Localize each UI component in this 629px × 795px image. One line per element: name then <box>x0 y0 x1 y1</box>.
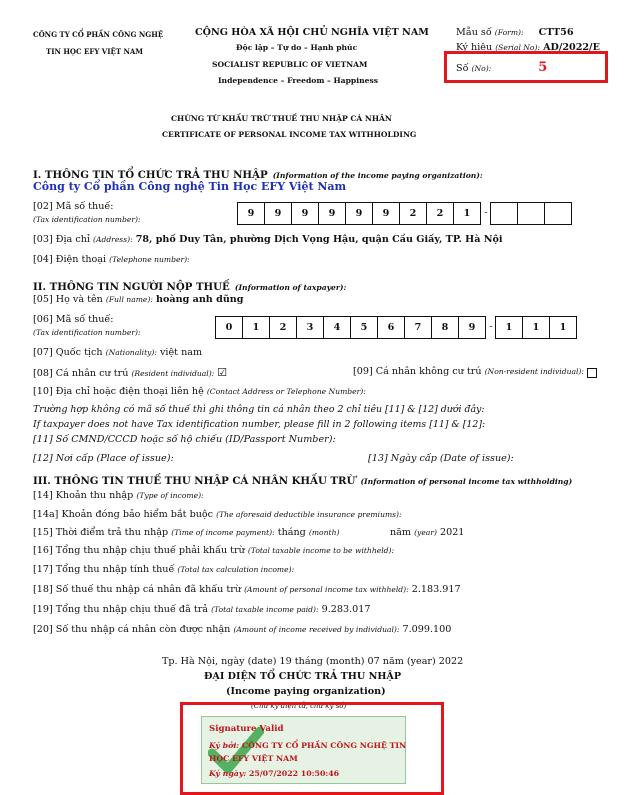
tax-suffix-digit: 1 <box>549 316 577 339</box>
nation-en: SOCIALIST REPUBLIC OF VIETNAM <box>212 60 368 69</box>
row-payment-time: [15] Thời điểm trả thu nhập (Time of income payment): tháng (month) <box>33 527 340 538</box>
tax-digit: 0 <box>215 316 243 339</box>
payment-year: năm (year) 2021 <box>390 527 465 538</box>
tax-suffix-digit <box>517 202 545 225</box>
representative-vi: ĐẠI DIỆN TỔ CHỨC TRẢ THU NHẬP <box>204 671 402 682</box>
document-number: Số (No): 5 <box>456 60 548 75</box>
nation-vi: CỘNG HÒA XÃ HỘI CHỦ NGHĨA VIỆT NAM <box>195 27 429 38</box>
section1-heading: I. THÔNG TIN TỔ CHỨC TRẢ THU NHẬP (Information of the income paying organization): <box>33 169 483 181</box>
nonresident-checkbox[interactable] <box>587 368 597 378</box>
org-tax-label: [02] Mã số thuế: <box>33 201 114 212</box>
tax-suffix-digit: 1 <box>495 316 523 339</box>
row-tax-calculation: [17] Tổng thu nhập tính thuế (Total tax calculation income): <box>33 564 295 575</box>
org-tax-label-en: (Tax identification number): <box>33 215 141 224</box>
row-tax-withheld: [18] Số thuế thu nhập cá nhân đã khấu trừ (Amount of personal income tax withheld): 2.183.917 <box>33 584 461 595</box>
signature-highlight-box <box>180 702 444 795</box>
nationality: [07] Quốc tịch (Nationality): việt nam <box>33 347 203 358</box>
org-address: [03] Địa chỉ (Address): 78, phố Duy Tân, phường Dịch Vọng Hậu, quận Cầu Giấy, TP. Hà Nội <box>33 234 503 245</box>
tax-digit: 9 <box>458 316 486 339</box>
resident-checkbox[interactable]: ☑ <box>217 366 228 379</box>
row-income-type: [14] Khoản thu nhập (Type of income): <box>33 490 204 501</box>
title-vi: CHỨNG TỪ KHẤU TRỪ THUẾ THU NHẬP CÁ NHÂN <box>171 114 392 123</box>
tax-digit: 3 <box>296 316 324 339</box>
row-income-received: [20] Số thu nhập cá nhân còn được nhận (Amount of income received by individual): 7.099.100 <box>33 624 452 635</box>
company-name-line2: TIN HỌC EFY VIỆT NAM <box>46 47 144 56</box>
section2-heading: II. THÔNG TIN NGƯỜI NỘP THUẾ (Information of taxpayer): <box>33 281 347 293</box>
title-en: CERTIFICATE OF PERSONAL INCOME TAX WITHHOLDING <box>162 130 417 139</box>
taxpayer-name: [05] Họ và tên (Full name): hoàng anh dũng <box>33 294 244 305</box>
taxpayer-tax-boxes <box>215 316 577 339</box>
tax-digit: 4 <box>323 316 351 339</box>
signature-status: Signature Valid <box>209 724 284 734</box>
tax-digit: 7 <box>404 316 432 339</box>
tax-digit: 1 <box>453 202 481 225</box>
resident-option: [08] Cá nhân cư trú (Resident individual): ☑ <box>33 366 228 379</box>
org-tax-boxes <box>237 202 572 225</box>
row-taxable-withheld: [16] Tổng thu nhập chịu thuế phải khấu trừ (Total taxable income to be withheld): <box>33 545 395 556</box>
tax-digit: 2 <box>269 316 297 339</box>
org-name: Công ty Cổ phần Công nghệ Tin Học EFY Việt Nam <box>33 180 347 193</box>
tax-dash: - <box>484 207 488 218</box>
form-number: Mẫu số (Form): CTT56 <box>456 27 574 38</box>
signature-signer-line2: HỌC EFY VIỆT NAM <box>209 754 298 763</box>
signature-signer: Ký bởi: CÔNG TY CỔ PHẦN CÔNG NGHỆ TIN <box>209 741 407 750</box>
motto-vi: Độc lập – Tự do – Hạnh phúc <box>236 43 358 52</box>
date-of-issue-label: [13] Ngày cấp (Date of issue): <box>368 453 514 464</box>
section3-heading: III. THÔNG TIN THUẾ THU NHẬP CÁ NHÂN KHẤU TRỪ (Information of personal income tax withholding) <box>33 475 573 487</box>
org-phone: [04] Điện thoại (Telephone number): <box>33 254 190 265</box>
motto-en: Independence – Freedom – Happiness <box>218 76 378 85</box>
tax-suffix-digit <box>544 202 572 225</box>
tax-digit: 9 <box>237 202 265 225</box>
tax-digit: 6 <box>377 316 405 339</box>
taxpayer-tax-label: [06] Mã số thuế: <box>33 314 114 325</box>
number-highlight-box <box>444 51 608 83</box>
tax-digit: 9 <box>345 202 373 225</box>
row-insurance: [14a] Khoản đóng bảo hiểm bắt buộc (The aforesaid deductible insurance premiums): <box>33 509 402 520</box>
tax-digit: 9 <box>372 202 400 225</box>
tax-digit: 1 <box>242 316 270 339</box>
tax-digit: 9 <box>264 202 292 225</box>
note-vi: Trường hợp không có mã số thuế thì ghi thông tin cá nhân theo 2 chỉ tiêu [11] & [12] dưới đây: <box>33 404 485 415</box>
taxpayer-tax-label-en: (Tax identification number): <box>33 328 141 337</box>
nonresident-option: [09] Cá nhân không cư trú (Non-resident individual): <box>353 366 584 377</box>
tax-digit: 9 <box>291 202 319 225</box>
representative-en: (Income paying organization) <box>226 686 386 697</box>
id-passport-label: [11] Số CMND/CCCD hoặc số hộ chiếu (ID/Passport Number): <box>33 434 336 445</box>
tax-digit: 2 <box>399 202 427 225</box>
contact-info: [10] Địa chỉ hoặc điện thoại liên hệ (Contact Address or Telephone Number): <box>33 386 366 397</box>
serial-number: Ký hiệu (Serial No): AD/2022/E <box>456 42 600 53</box>
tax-digit: 5 <box>350 316 378 339</box>
tax-digit: 2 <box>426 202 454 225</box>
row-taxable-paid: [19] Tổng thu nhập chịu thuế đã trả (Total taxable income paid): 9.283.017 <box>33 604 371 615</box>
note-en: If taxpayer does not have Tax identification number, please fill in 2 following items [11] & [12]: <box>33 419 486 430</box>
signature-date: Ký ngày: 25/07/2022 10:50:46 <box>209 769 340 778</box>
tax-digit: 9 <box>318 202 346 225</box>
issue-date-line: Tp. Hà Nội, ngày (date) 19 tháng (month) 07 năm (year) 2022 <box>162 656 464 667</box>
signature-note: (Chữ ký điện tử, chữ ký số) <box>251 702 347 710</box>
tax-dash: - <box>489 321 493 332</box>
tax-suffix-digit <box>490 202 518 225</box>
tax-digit: 8 <box>431 316 459 339</box>
tax-suffix-digit: 1 <box>522 316 550 339</box>
company-name-line1: CÔNG TY CỔ PHẦN CÔNG NGHỆ <box>33 30 164 39</box>
place-of-issue-label: [12] Nơi cấp (Place of issue): <box>33 453 174 464</box>
